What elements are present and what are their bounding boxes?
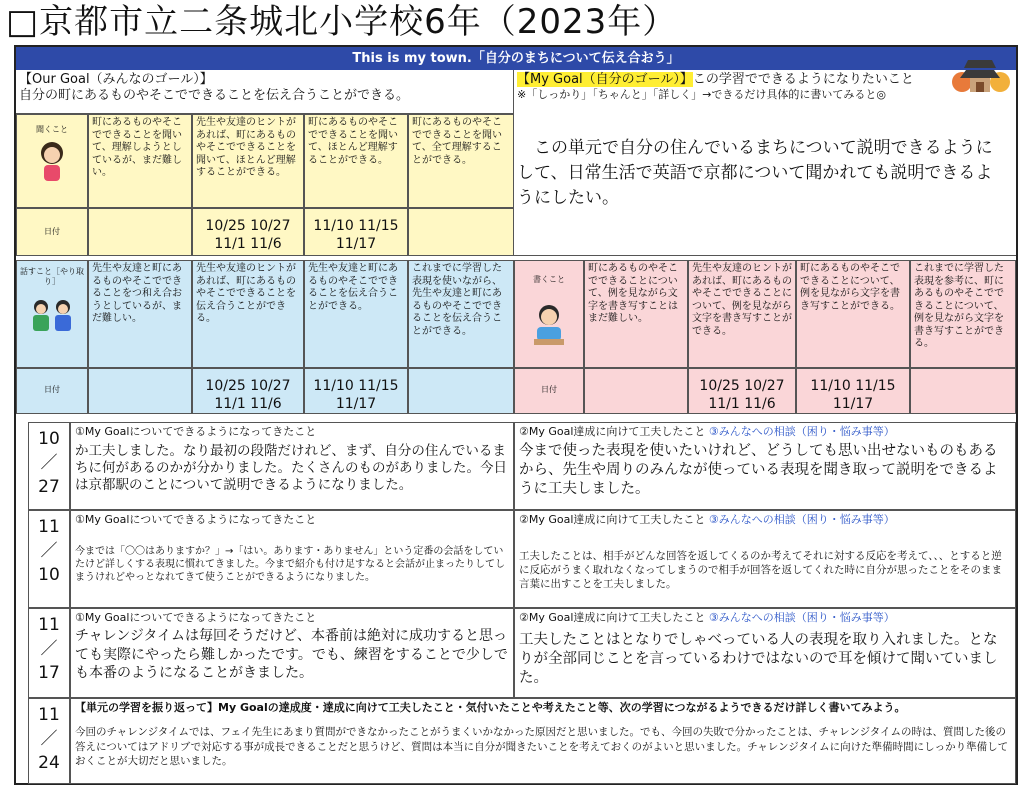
speaking-date-3: 11/10 11/15 11/17 — [304, 368, 408, 414]
speaking-date-4 — [408, 368, 514, 414]
listening-level-4: 町にあるものやそこでできることを聞いて、全て理解することができる。 — [408, 114, 514, 208]
writing-date-4 — [910, 368, 1016, 414]
listening-level-3: 町にあるものやそこでできることを聞いて、ほとんど理解することができる。 — [304, 114, 408, 208]
final-day: 24 — [38, 753, 60, 773]
final-date — [28, 698, 70, 784]
speaking-date-label: 日付 — [16, 368, 88, 414]
final-reflection — [70, 698, 1016, 784]
listening-date-2: 10/25 10/27 11/1 11/6 — [192, 208, 304, 256]
my-goal-note: ※「しっかり」「ちゃんと」「詳しく」→できるだけ具体的に書いてみると◎ — [517, 88, 887, 101]
entry-2-right-text: 工夫したことは、相手がどんな回答を返してくるのか考えてそれに対する反応を考えて、、、とすると逆に反応がうまく取れなくなってしまうので相手が回答を返してくれた時に自分が思ったことをそのまま言葉に出すことを工夫しました。 — [519, 550, 1002, 590]
entry-1-left-text: か工夫しました。なり最初の段階だけれど、まず、自分の住んでいるまちに何があるのかが分かりました。たくさんのものがありました。今日は京都駅のことについて説明できるようになりました。 — [75, 443, 507, 493]
writing-label-cell — [514, 260, 584, 368]
our-goal-text: 自分の町にあるものやそこでできることを伝え合うことができる。 — [19, 88, 410, 103]
final-month: 11 — [38, 705, 60, 725]
our-goal-title: 【Our Goal（みんなのゴール）】 — [19, 72, 213, 87]
listening-label: 聞くこと — [36, 125, 68, 134]
my-goal-heading — [517, 72, 1013, 88]
entry-1-right-text: 今まで使った表現を使いたいけれど、どうしても思い出せないものもあるから、先生や周りのみんなが使っている表現を聞き取って説明をできるように工夫しました。 — [519, 443, 998, 497]
entry-2-day: 10 — [38, 565, 60, 585]
entry-3-day: 17 — [38, 663, 60, 683]
listening-label-cell — [16, 114, 88, 208]
entry-2-left — [70, 510, 514, 608]
writing-level-3: 町にあるものやそこでできることについて、例を見ながら文字を書き写すことができる。 — [796, 260, 910, 368]
speaking-level-2: 先生や友達のヒントがあれば、町にあるものやそこでできることを伝え合うことができる。 — [192, 260, 304, 368]
writing-date-label: 日付 — [514, 368, 584, 414]
entry-3-right-head: ②My Goal達成に向けて工夫したこと ③みんなへの相談（困り・悩み事等） — [519, 611, 895, 624]
entry-2-date — [28, 510, 70, 608]
page-title: □京都市立二条城北小学校6年（2023年） — [6, 2, 678, 42]
entry-3-left-text: チャレンジタイムは毎回そうだけど、本番前は絶対に成功すると思っても実際にやったら難しかったです。でも、練習をすることで少しでも本番のようになることがきました。 — [75, 628, 508, 681]
writing-level-4: これまでに学習した表現を参考に、町にあるものやそこでできることについて、例を見ながら文字を書き写すことができる。 — [910, 260, 1016, 368]
writing-level-2: 先生や友達のヒントがあれば、町にあるものやそこでできることについて、例を見ながら文字を書き写すことができる。 — [688, 260, 796, 368]
listening-date-3: 11/10 11/15 11/17 — [304, 208, 408, 256]
speaking-level-4: これまでに学習した表現を使いながら、先生や友達と町にあるものやそこでできることを伝え合うことができる。 — [408, 260, 514, 368]
final-slash: ／ — [40, 729, 58, 749]
entry-1-day: 27 — [38, 477, 60, 497]
temple-icon — [950, 52, 1010, 100]
entry-3-left — [70, 608, 514, 698]
our-goal-box — [16, 70, 514, 114]
speaking-level-1: 先生や友達と町にあるものやそこでできることをつ和え合おうとしているが、まだ難しい。 — [88, 260, 192, 368]
listening-level-1: 町にあるものやそこでできることを聞いて、理解しようとしているが、まだ難しい。 — [88, 114, 192, 208]
final-text: 今回のチャレンジタイムでは、フェイ先生にあまり質問ができなかったことがうまくいかなかった原因だと思いました。でも、今回の失敗で分かったことは、チャレンジタイムの時は、質問した後の答えについてはアドリブで対応する事が成長できることだと思うけど、質問は本当に自分が聞きたいことを考えておくのがよいと思いました。チャレンジタイムに向けた準備時間にしっかり準備しておくことが大切だと思いました。 — [75, 726, 1009, 767]
entry-1-date — [28, 422, 70, 510]
listening-date-1 — [88, 208, 192, 256]
writing-date-2: 10/25 10/27 11/1 11/6 — [688, 368, 796, 414]
entry-2-slash: ／ — [40, 541, 58, 561]
entry-1-left — [70, 422, 514, 510]
listening-level-2: 先生や友達のヒントがあれば、町にあるものやそこでできることを聞いて、ほとんど理解することができる。 — [192, 114, 304, 208]
girl-icon — [37, 139, 67, 183]
two-students-icon — [30, 297, 74, 337]
speaking-date-1 — [88, 368, 192, 414]
entry-1-right — [514, 422, 1016, 510]
entry-3-right-text: 工夫したことはとなりでしゃべっている人の表現を取り入れました。となりが全部同じことを言っているわけではないので耳を傾けて聞いていました。 — [519, 632, 998, 686]
listening-date-label: 日付 — [16, 208, 88, 256]
speaking-level-3: 先生や友達と町にあるものやそこでできることを伝え合うことができる。 — [304, 260, 408, 368]
entry-2-right — [514, 510, 1016, 608]
entry-3-month: 11 — [38, 615, 60, 635]
entry-1-slash: ／ — [40, 453, 58, 473]
entry-1-right-head: ②My Goal達成に向けて工夫したこと ③みんなへの相談（困り・悩み事等） — [519, 425, 895, 438]
writing-label: 書くこと — [533, 275, 565, 284]
my-goal-title: 【My Goal（自分のゴール）】 — [517, 72, 693, 87]
entry-3-slash: ／ — [40, 639, 58, 659]
entry-3-right — [514, 608, 1016, 698]
writing-date-1 — [584, 368, 688, 414]
unit-banner: This is my town.「自分のまちについて伝え合おう」 — [16, 47, 1016, 70]
final-head: 【単元の学習を振り返って】My Goalの達成度・達成に向けて工夫したこと・気付いたことや考えたこと等、次の学習につながるようできるだけ詳しく書いてみよう。 — [75, 701, 906, 714]
listening-date-4 — [408, 208, 514, 256]
my-goal-box — [514, 70, 1016, 256]
entry-3-left-head: ①My Goalについてできるようになってきたこと — [75, 611, 317, 624]
speaking-date-2: 10/25 10/27 11/1 11/6 — [192, 368, 304, 414]
my-goal-text: この単元で自分の住んでいるまちについて説明できるようにして、日常生活で英語で京都について聞かれても説明できるようにしたい。 — [517, 138, 993, 208]
my-goal-title-suffix: この学習でできるようになりたいこと — [692, 72, 914, 87]
entry-3-date — [28, 608, 70, 698]
entry-2-left-text: 今までは「〇〇はありますか？」→「はい。あります・ありません」という定番の会話をしていたけど詳しくする表現に慣れてきました。今まで紹介も付け足すなると会話が止まったりしてしまうけれどやっとなれてきて使うことができるようになりました。 — [75, 546, 505, 583]
writing-date-3: 11/10 11/15 11/17 — [796, 368, 910, 414]
speaking-label: 話すこと［やり取り］ — [20, 267, 84, 286]
boy-writing-icon — [532, 303, 566, 349]
entry-2-month: 11 — [38, 517, 60, 537]
speaking-label-cell — [16, 260, 88, 368]
entry-1-month: 10 — [38, 429, 60, 449]
entry-2-left-head: ①My Goalについてできるようになってきたこと — [75, 513, 317, 526]
entry-1-left-head: ①My Goalについてできるようになってきたこと — [75, 425, 317, 438]
writing-level-1: 町にあるものやそこでできることについて、例を見ながら文字を書き写すことはまだ難しい。 — [584, 260, 688, 368]
entry-2-right-head: ②My Goal達成に向けて工夫したこと ③みんなへの相談（困り・悩み事等） — [519, 513, 895, 526]
